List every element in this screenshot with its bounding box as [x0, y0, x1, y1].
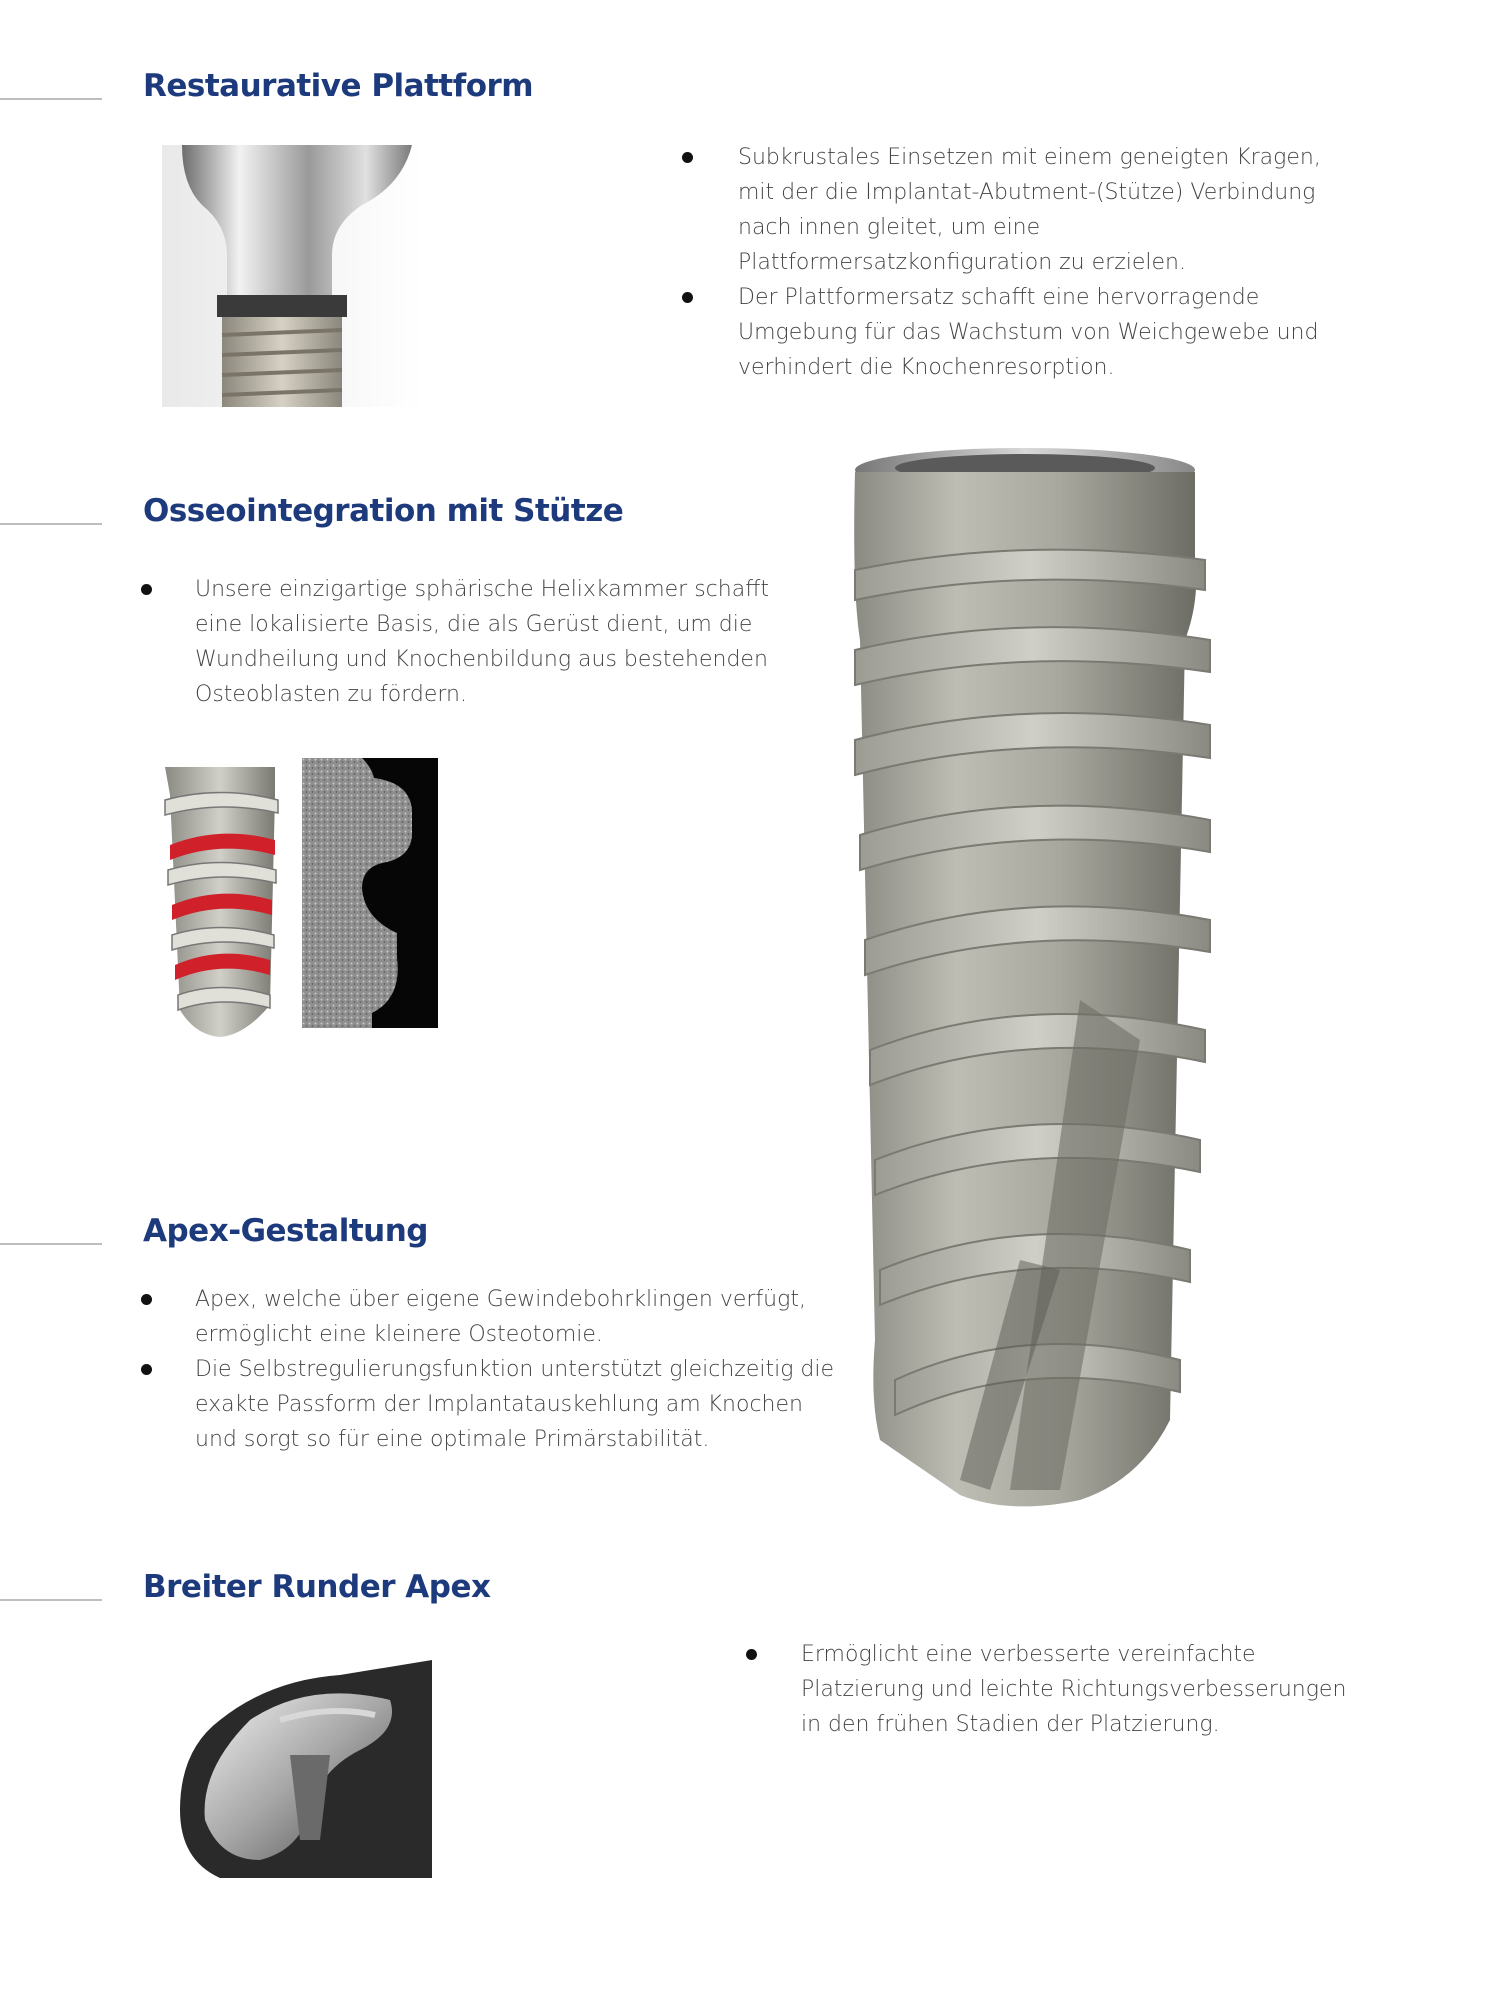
list-item — [195, 1282, 835, 1352]
section-heading-breiter-runder-apex: Breiter Runder Apex — [143, 1569, 491, 1605]
section-rule — [0, 1243, 102, 1245]
bullet-text: Subkrustales Einsetzen mit einem geneigten Kragen, mit der die Implantat-Abutment-(Stütze) Verbindung nach innen gleitet, um eine Plattformersatzkonfiguration zu erzielen. — [738, 145, 1321, 275]
list-item — [738, 280, 1338, 385]
abutment-photo — [162, 145, 424, 407]
bullet-text: Die Selbstregulierungsfunktion unterstützt gleichzeitig die exakte Passform der Implantatauskehlung am Knochen und sorgt so für eine optimale Primärstabilität. — [195, 1357, 835, 1452]
list-item — [801, 1637, 1371, 1742]
bullet-text: Ermöglicht eine verbesserte vereinfachte Platzierung und leichte Richtungsverbesserungen in den frühen Stadien der Platzierung. — [801, 1642, 1347, 1737]
implant-photo — [760, 440, 1300, 1520]
bullet-text: Apex, welche über eigene Gewindebohrklingen verfügt, ermöglicht eine kleinere Osteotomie. — [195, 1287, 806, 1347]
section-rule — [0, 98, 102, 100]
bullet-dot — [746, 1649, 757, 1660]
bullet-list-apex-gestaltung — [195, 1282, 835, 1457]
bullet-dot — [682, 292, 693, 303]
section-rule — [0, 1599, 102, 1601]
bullet-list-osseointegration — [195, 572, 775, 712]
bullet-text: Der Plattformersatz schafft eine hervorragende Umgebung für das Wachstum von Weichgewebe und verhindert die Knochenresorption. — [738, 285, 1319, 380]
bullet-text: Unsere einzigartige sphärische Helixkammer schafft eine lokalisierte Basis, die als Gerüst dient, um die Wundheilung und Knochenbildung aus bestehenden Osteoblasten zu fördern. — [195, 577, 769, 707]
list-item — [738, 140, 1338, 280]
section-heading-apex-gestaltung: Apex-Gestaltung — [143, 1213, 429, 1249]
bullet-dot — [682, 152, 693, 163]
bone-section-photo — [302, 758, 438, 1028]
section-heading-osseointegration: Osseointegration mit Stütze — [143, 493, 624, 529]
bullet-list-restaurative-plattform — [738, 140, 1338, 385]
bullet-list-breiter-runder-apex — [801, 1637, 1371, 1742]
helix-chamber-photo — [150, 755, 290, 1055]
list-item — [195, 572, 775, 712]
bullet-dot — [141, 584, 152, 595]
list-item — [195, 1352, 835, 1457]
bullet-dot — [141, 1294, 152, 1305]
bullet-dot — [141, 1364, 152, 1375]
apex-photo — [160, 1660, 432, 1878]
section-rule — [0, 523, 102, 525]
section-heading-restaurative-plattform: Restaurative Plattform — [143, 68, 534, 104]
